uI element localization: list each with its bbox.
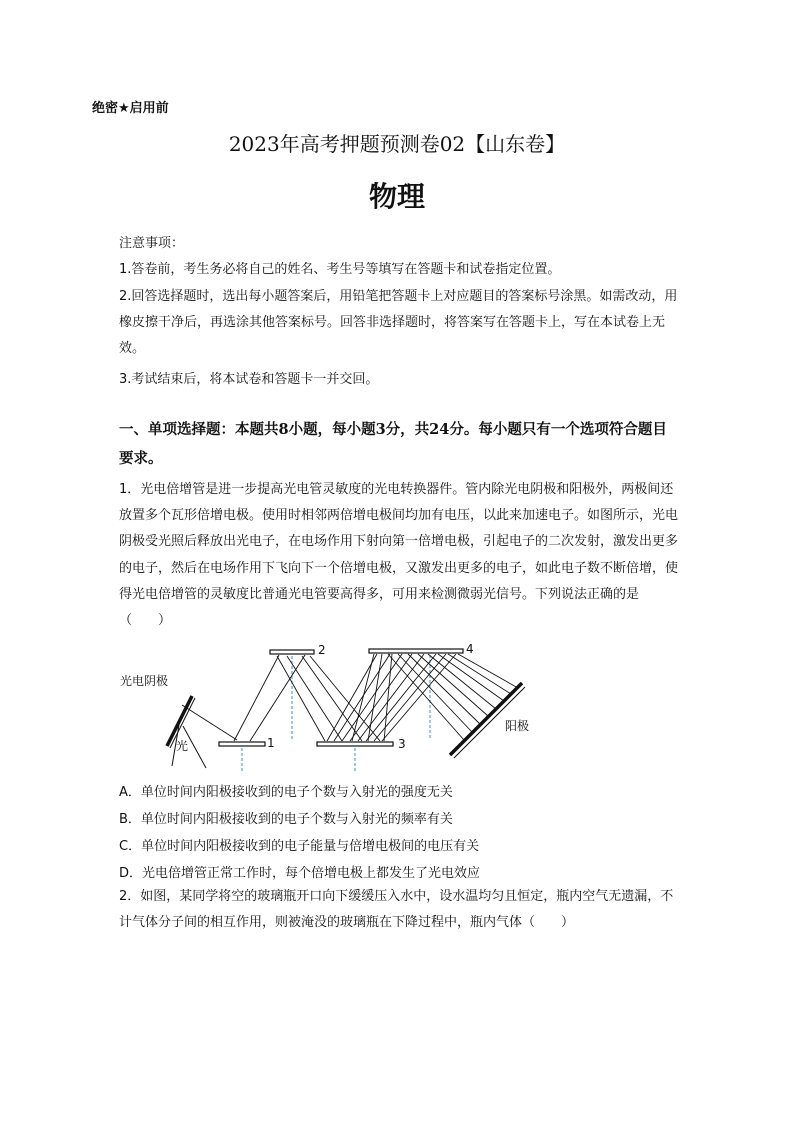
light-label: 光 [176,739,189,753]
subject-title: 物理 [368,180,425,213]
note-item-2: 2.回答选择题时，选出每小题答案后，用铅笔把答题卡上对应题目的答案标号涂黑。如需改动，用橡皮擦干净后，再选涂其他答案标号。回答非选择题时，将答案写在答题卡上，写在本试卷上无效。 [119,289,678,356]
section-heading: 一、单项选择题：本题共8小题，每小题3分，共24分。每小题只有一个选项符合题目要求。 [119,421,667,467]
dynode-2 [270,650,314,654]
electron-paths [182,654,518,741]
question-2-stem: 2．如图，某同学将空的玻璃瓶开口向下缓缓压入水中，设水温均匀且恒定，瓶内空气无遗漏，不计气体分子间的相互作用，则被淹没的玻璃瓶在下降过程中，瓶内气体（ ） [119,889,674,930]
exam-title: 2023年高考押题预测卷02【山东卷】 [228,132,566,156]
cathode-label: 光电阴极 [120,674,169,688]
dynode-3 [317,742,393,746]
dynode-4 [369,649,463,653]
note-item-3: 3.考试结束后，将本试卷和答题卡一并交回。 [119,372,379,387]
question-1-stem: 1．光电倍增管是进一步提高光电管灵敏度的光电转换器件。管内除光电阴极和阳极外，两极间还放置多个瓦形倍增电极。使用时相邻两倍增电极间均加有电压，以此来加速电子。如图所示，光电阴极受光照后释放出光电子，在电场作用下射向第一倍增电极，引起电子的二次发射，激发出更多的电子，然后在电场作用下飞向下一个倍增电极，又激发出更多的电子，如此电子数不断倍增，使得光电倍增管的灵敏度比普通光电管要高得多，可用来检测微弱光信号。下列说法正确的是（ ） [119,482,679,629]
option-d: D．光电倍增管正常工作时，每个倍增电极上都发生了光电效应 [119,866,481,881]
note-item-1: 1.答卷前，考生务必将自己的姓名、考生号等填写在答题卡和试卷指定位置。 [119,262,561,277]
dynode-3-label: 3 [398,737,406,751]
confidential-label: 绝密★启用前 [92,101,169,116]
dynode-1-label: 1 [267,736,275,750]
option-b: B．单位时间内阳极接收到的电子个数与入射光的频率有关 [119,812,453,827]
option-a: A．单位时间内阳极接收到的电子个数与入射光的强度无关 [119,785,453,800]
notes-heading: 注意事项： [119,236,185,251]
dynode-1 [219,742,265,746]
photomultiplier-figure [112,640,532,775]
dynode-2-label: 2 [318,643,326,657]
anode-label: 阳极 [505,719,530,733]
dynode-4-label: 4 [466,642,474,656]
option-c: C．单位时间内阳极接收到的电子能量与倍增电极间的电压有关 [119,839,480,854]
